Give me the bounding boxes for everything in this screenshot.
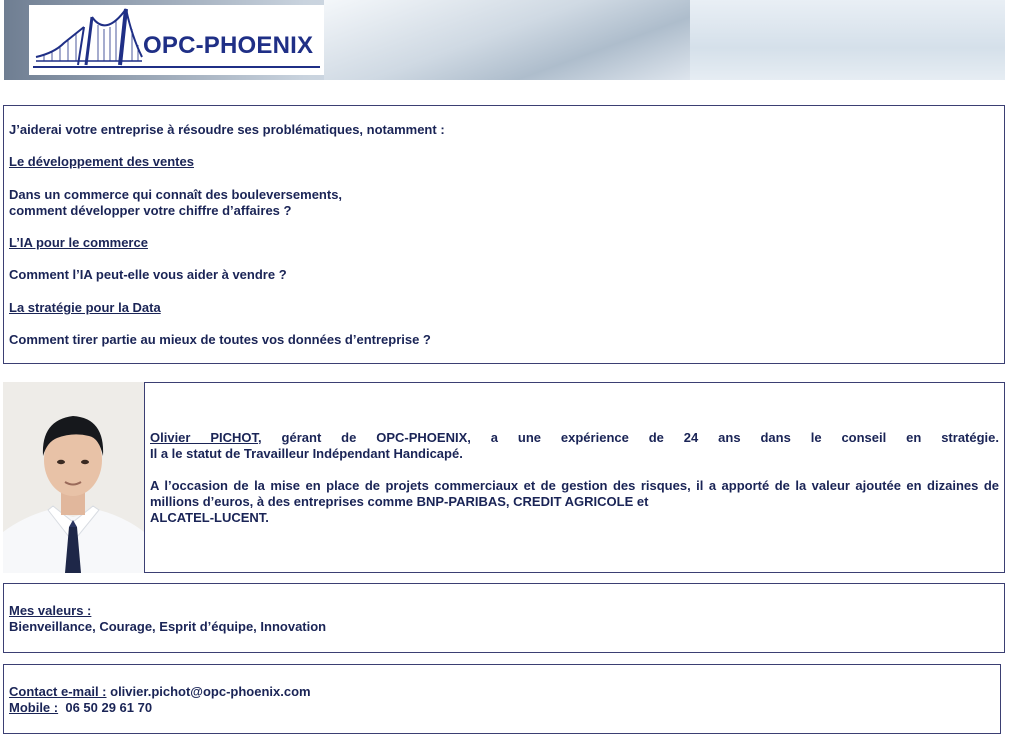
bio-paragraph-1 (150, 430, 999, 462)
bio-paragraph-2 (150, 478, 999, 526)
bio-line-1 (150, 430, 999, 446)
values-text: Bienveillance, Courage, Esprit d’équipe, Innovation (9, 619, 327, 634)
bio-section (144, 382, 1005, 573)
topic-description-sales-line2: comment développer votre chiffre d’affaires ? (9, 203, 292, 218)
values-section (3, 583, 1005, 653)
header-banner (4, 0, 1005, 80)
intro-lead: J’aiderai votre entreprise à résoudre ses problématiques, notamment : (9, 122, 445, 137)
bio-line-1-text: , gérant de OPC-PHOENIX, a une expérience de 24 ans dans le conseil en stratégie. (258, 430, 1000, 445)
email-link[interactable]: olivier.pichot@opc-phoenix.com (106, 684, 311, 699)
bio-line-3: A l’occasion de la mise en place de projets commerciaux et de gestion des risques, il a apporté de la valeur ajoutée en dizaines de (150, 478, 999, 493)
contact-email-row (9, 684, 311, 700)
portrait-illustration (3, 382, 144, 573)
logo-underline (33, 66, 320, 68)
bio-line-4: millions d’euros, à des entreprises comme BNP-PARIBAS, CREDIT AGRICOLE et (150, 494, 649, 509)
header-photo-background (324, 0, 694, 80)
mobile-label: Mobile : (9, 700, 59, 715)
logo-text: OPC-PHOENIX (143, 32, 314, 59)
logo[interactable] (29, 5, 324, 75)
header-sky-background (690, 0, 1005, 80)
mobile-number[interactable]: 06 50 29 61 70 (58, 700, 153, 715)
topic-description-data: Comment tirer partie au mieux de toutes vos données d’entreprise ? (9, 332, 431, 347)
topic-title-sales[interactable]: Le développement des ventes (9, 154, 194, 169)
email-label: Contact e-mail : (9, 684, 107, 699)
values-label: Mes valeurs : (9, 603, 92, 618)
bio-line-2: Il a le statut de Travailleur Indépendant Handicapé. (150, 446, 463, 461)
topic-description-ai: Comment l’IA peut-elle vous aider à vendre ? (9, 267, 287, 282)
topic-title-ai[interactable]: L’IA pour le commerce (9, 235, 148, 250)
topic-title-data[interactable]: La stratégie pour la Data (9, 300, 161, 315)
contact-mobile-row (9, 700, 152, 716)
portrait-photo (3, 382, 144, 573)
bio-line-5: ALCATEL-LUCENT. (150, 510, 269, 525)
founder-name-link[interactable]: Olivier PICHOT (150, 430, 259, 445)
contact-section (3, 664, 1001, 734)
services-section (3, 105, 1005, 364)
bridge-logo-icon (34, 7, 144, 67)
topic-description-sales-line1: Dans un commerce qui connaît des bouleversements, (9, 187, 343, 202)
